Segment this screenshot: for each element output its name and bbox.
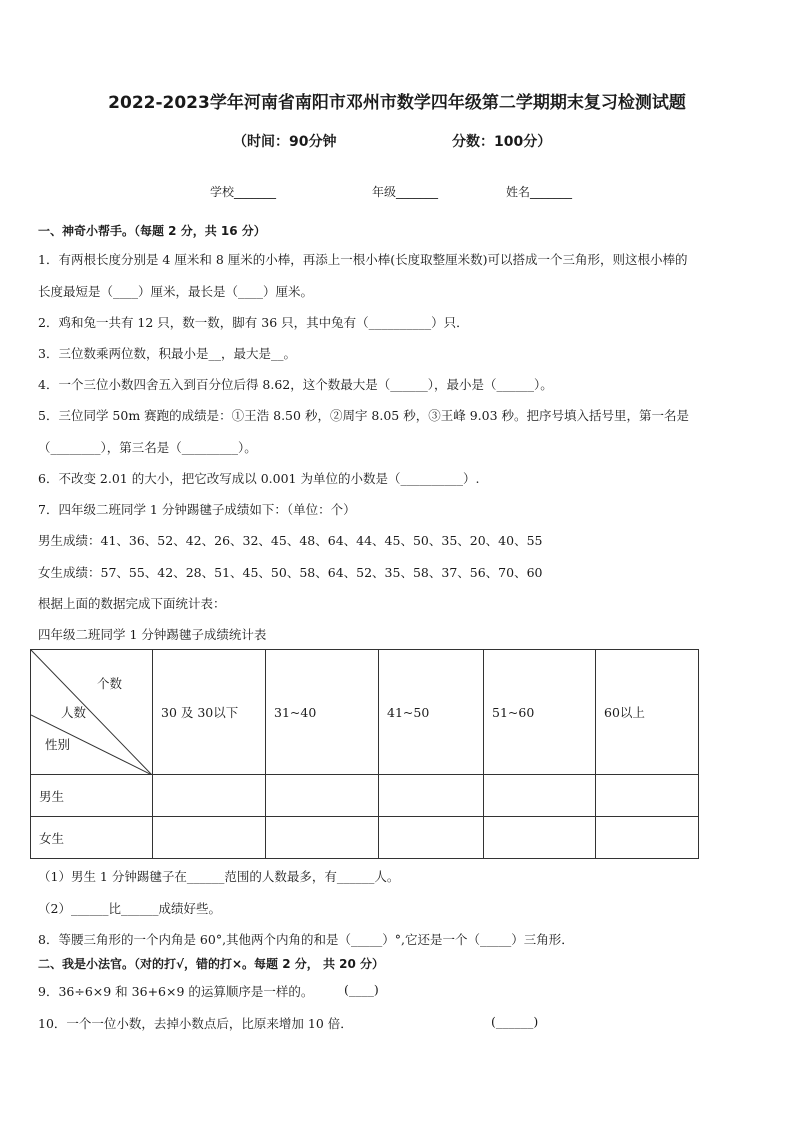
question-7-part2: （2）______比______成绩好些。	[38, 901, 221, 916]
question-2: 2．鸡和兔一共有 12 只，数一数，脚有 36 只，其中兔有（__________）只．	[38, 315, 469, 330]
question-7: 7．四年级二班同学 1 分钟踢毽子成绩如下：（单位：个）	[38, 502, 356, 517]
question-9: 9．36÷6×9 和 36+6×9 的运算顺序是一样的。	[38, 984, 314, 999]
question-5-line2: （________），第三名是（_________）。	[38, 440, 257, 455]
column-header: 60以上	[596, 650, 699, 775]
question-1-line1: 1．有两根长度分别是 4 厘米和 8 厘米的小棒，再添上一根小棒(长度取整厘米数)可以搭成一个三角形，则这根小棒的	[38, 252, 688, 267]
row-header-boys: 男生	[31, 775, 153, 817]
table-cell[interactable]	[596, 817, 699, 859]
table-cell[interactable]	[379, 817, 484, 859]
question-9-answer-blank[interactable]: (____)	[344, 982, 379, 997]
column-header: 31~40	[266, 650, 379, 775]
girls-scores: 女生成绩：57、55、42、28、51、45、50、58、64、52、35、58、37、56、70、60	[38, 565, 543, 580]
question-3: 3．三位数乘两位数，积最小是__，最大是__。	[38, 346, 296, 361]
table-cell[interactable]	[484, 817, 596, 859]
exam-score: 分数：100分）	[452, 134, 552, 150]
question-1-line2: 长度最短是（____）厘米，最长是（____）厘米。	[38, 284, 314, 299]
diag-label-people: 人数	[61, 705, 87, 720]
table-cell[interactable]	[266, 817, 379, 859]
question-4: 4．一个三位小数四舍五入到百分位后得 8.62，这个数最大是（______），最小是（______）。	[38, 377, 553, 392]
section1-heading: 一、神奇小帮手。（每题 2 分，共 16 分）	[38, 224, 266, 238]
question-7-part1: （1）男生 1 分钟踢毽子在______范围的人数最多，有______人。	[38, 869, 400, 884]
question-6: 6．不改变 2.01 的大小，把它改写成以 0.001 为单位的小数是（__________）.	[38, 471, 480, 486]
question-10: 10．一个一位小数，去掉小数点后，比原来增加 10 倍．	[38, 1016, 353, 1031]
table-title: 四年级二班同学 1 分钟踢毽子成绩统计表	[38, 627, 267, 642]
table-instruction: 根据上面的数据完成下面统计表：	[38, 596, 226, 611]
question-10-answer-blank[interactable]: (______)	[491, 1014, 539, 1029]
diag-label-count: 个数	[97, 676, 123, 691]
question-8: 8．等腰三角形的一个内角是 60°,其他两个内角的和是（_____）°,它还是一个（_____）三角形．	[38, 932, 574, 947]
page-title: 2022-2023学年河南省南阳市邓州市数学四年级第二学期期末复习检测试题	[108, 93, 686, 113]
boys-scores: 男生成绩：41、36、52、42、26、32、45、48、64、44、45、50、35、20、40、55	[38, 533, 543, 548]
diagonal-lines	[31, 650, 152, 775]
diag-label-gender: 性别	[45, 737, 71, 752]
diagonal-header-cell	[31, 650, 153, 775]
section2-heading: 二、我是小法官。（对的打√，错的打×。每题 2 分， 共 20 分）	[38, 957, 384, 971]
name-field: 姓名_______	[506, 185, 573, 199]
table-cell[interactable]	[153, 775, 266, 817]
grade-field: 年级_______	[372, 185, 439, 199]
column-header: 41~50	[379, 650, 484, 775]
table-cell[interactable]	[153, 817, 266, 859]
statistics-table	[30, 649, 699, 859]
school-field: 学校_______	[210, 185, 277, 199]
table-cell[interactable]	[596, 775, 699, 817]
table-cell[interactable]	[266, 775, 379, 817]
exam-time: （时间：90分钟	[233, 134, 337, 150]
column-header: 30 及 30以下	[153, 650, 266, 775]
row-header-girls: 女生	[31, 817, 153, 859]
column-header: 51~60	[484, 650, 596, 775]
question-5-line1: 5．三位同学 50m 赛跑的成绩是：①王浩 8.50 秒，②周宇 8.05 秒，③王峰 9.03 秒。把序号填入括号里，第一名是	[38, 408, 689, 423]
table-cell[interactable]	[379, 775, 484, 817]
table-cell[interactable]	[484, 775, 596, 817]
